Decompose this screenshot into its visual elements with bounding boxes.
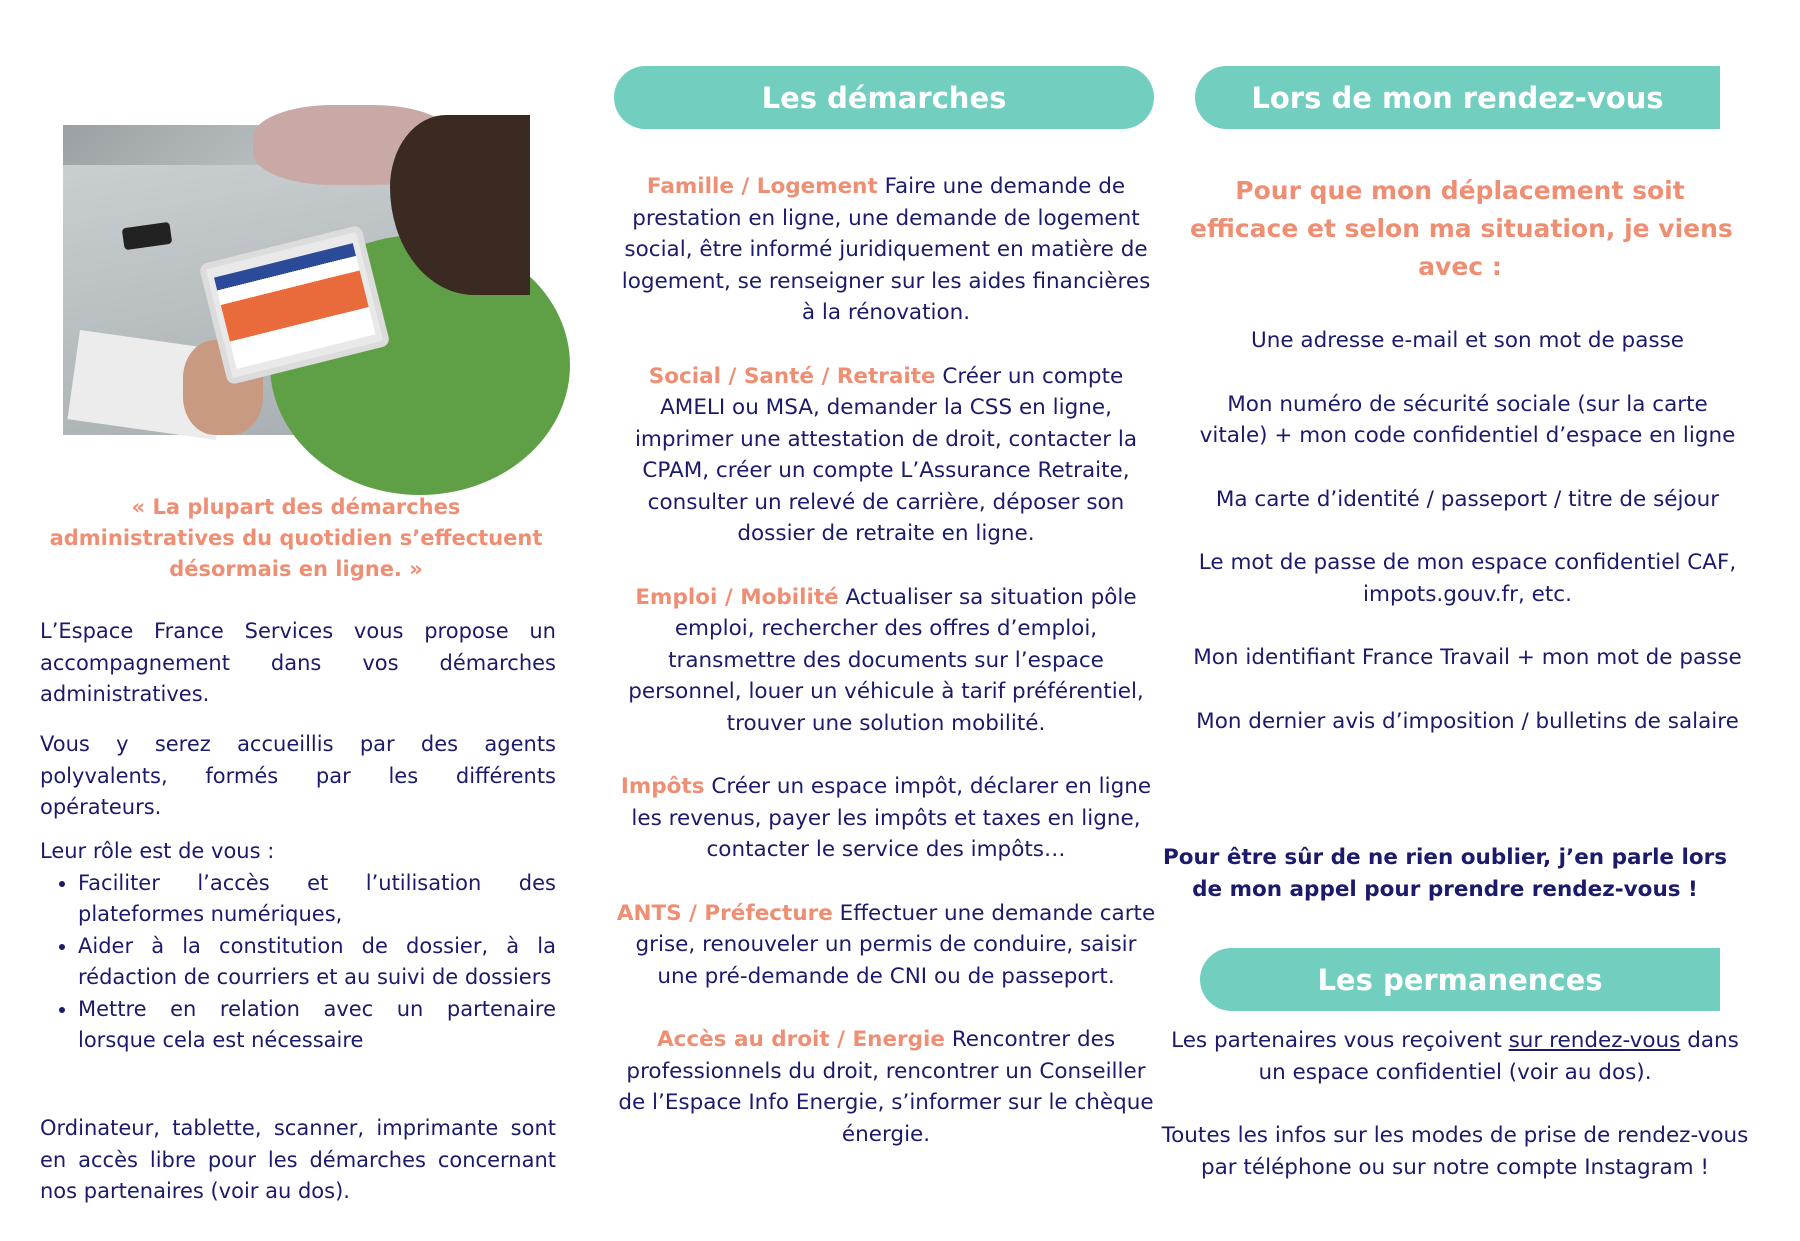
reminder-text: Pour être sûr de ne rien oublier, j’en parle lors de mon appel pour prendre rendez-vous ! [1162,845,1728,902]
quote: « La plupart des démarches administratives du quotidien s’effectuent désormais en ligne. » [49,495,543,581]
procedure-category: Emploi / Mobilité [635,584,839,610]
role-item: • Mettre en relation avec un partenaire lorsque cela est nécessaire [78,994,556,1057]
rendez-vous-link[interactable]: sur rendez-vous [1508,1028,1681,1053]
intro-text: L’Espace France Services vous propose un accompagnement dans vos démarches administratives. [40,619,556,706]
perm-after: dans un espace confidentiel (voir au dos). [1258,1028,1739,1085]
rendez-vous-column [1161,0,1749,1241]
procedure-text: Effectuer une demande carte grise, renouveler un permis de conduire, saisir une pré-demande de CNI ou de passeport. [635,900,1156,989]
role-section [40,836,556,1057]
checklist-item: Mon numéro de sécurité sociale (sur la carte vitale) + mon code confidentiel d’espace en ligne [1199,391,1736,448]
role-list [40,868,556,1057]
infos-paragraph: Toutes les infos sur les modes de prise de rendez-vous par téléphone ou sur notre compte Instagram ! [1161,1123,1749,1180]
lead-line: efficace et selon ma situation, je viens [1190,214,1733,243]
checklist [1190,325,1745,769]
checklist-item: Ma carte d’identité / passeport / titre de séjour [1215,486,1720,512]
header-permanences [1200,948,1720,1011]
procedure-text: Faire une demande de prestation en ligne, une demande de logement social, être informé juridiquement en matière de logement, se renseigner sur les aides financières à la rénovation. [621,174,1151,325]
agents-text: Vous y serez accueillis par des agents polyvalents, formés par les différents opérateurs. [40,732,556,819]
procedure-item [616,171,1156,329]
checklist-item: Mon identifiant France Travail + mon mot de passe [1193,645,1742,670]
procedure-category: Social / Santé / Retraite [648,363,936,389]
procedure-item [616,898,1156,993]
procedure-text: Rencontrer des professionnels du droit, rencontrer un Conseiller de l’Espace Info Energie, s’informer sur le chèque énergie. [618,1027,1154,1147]
tablet-photo [63,125,530,435]
checklist-item: Une adresse e-mail et son mot de passe [1250,328,1685,353]
role-item: • Aider à la constitution de dossier, à la rédaction de courriers et au suivi de dossiers [78,931,556,994]
procedure-text: Créer un espace impôt, déclarer en ligne les revenus, payer les impôts et taxes en ligne, contacter le service des impôts… [631,774,1152,862]
procedure-text: Actualiser sa situation pôle emploi, rechercher des offres d’emploi, transmettre des documents sur l’espace personnel, louer un véhicule à tarif préférentiel, trouver une solution mobilité. [628,584,1144,736]
procedure-item [616,771,1156,866]
lead-line: Pour que mon déplacement soit [1235,176,1685,205]
permanences-text [1160,1025,1750,1215]
procedure-text: Créer un compte AMELI ou MSA, demander la CSS en ligne, imprimer une attestation de droit, contacter la CPAM, créer un compte L’Assurance Retraite, consulter un relevé de carrière, déposer son dossier de retraite en ligne. [634,363,1138,546]
procedure-item [616,582,1156,740]
procedure-item [616,361,1156,550]
role-heading: Leur rôle est de vous : [40,839,275,863]
header-rendez-vous-label: Lors de mon rendez-vous [1251,80,1664,115]
perm-before: Les partenaires vous reçoivent [1171,1028,1509,1053]
header-permanences-label: Les permanences [1317,962,1603,997]
procedure-category: Famille / Logement [646,174,878,199]
header-demarches [614,66,1154,129]
role-item: • Faciliter l’accès et l’utilisation des plateformes numériques, [78,868,556,931]
header-demarches-label: Les démarches [761,80,1007,115]
procedure-category: ANTS / Préfecture [616,900,833,926]
rendez-vous-lead [1190,172,1733,286]
permanences-paragraph [1160,1025,1750,1088]
lead-line: avec : [1418,252,1502,281]
checklist-item: Mon dernier avis d’imposition / bulletins de salaire [1196,708,1739,734]
checklist-item: Le mot de passe de mon espace confidentiel CAF, impots.gouv.fr, etc. [1198,550,1737,607]
procedure-category: Accès au droit / Energie [656,1027,945,1052]
procedure-category: Impôts [620,774,705,799]
procedure-item [616,1024,1156,1150]
equipment-text: Ordinateur, tablette, scanner, imprimante sont en accès libre pour les démarches concernant nos partenaires (voir au dos). [40,1116,556,1203]
procedures-list [616,171,1156,1182]
